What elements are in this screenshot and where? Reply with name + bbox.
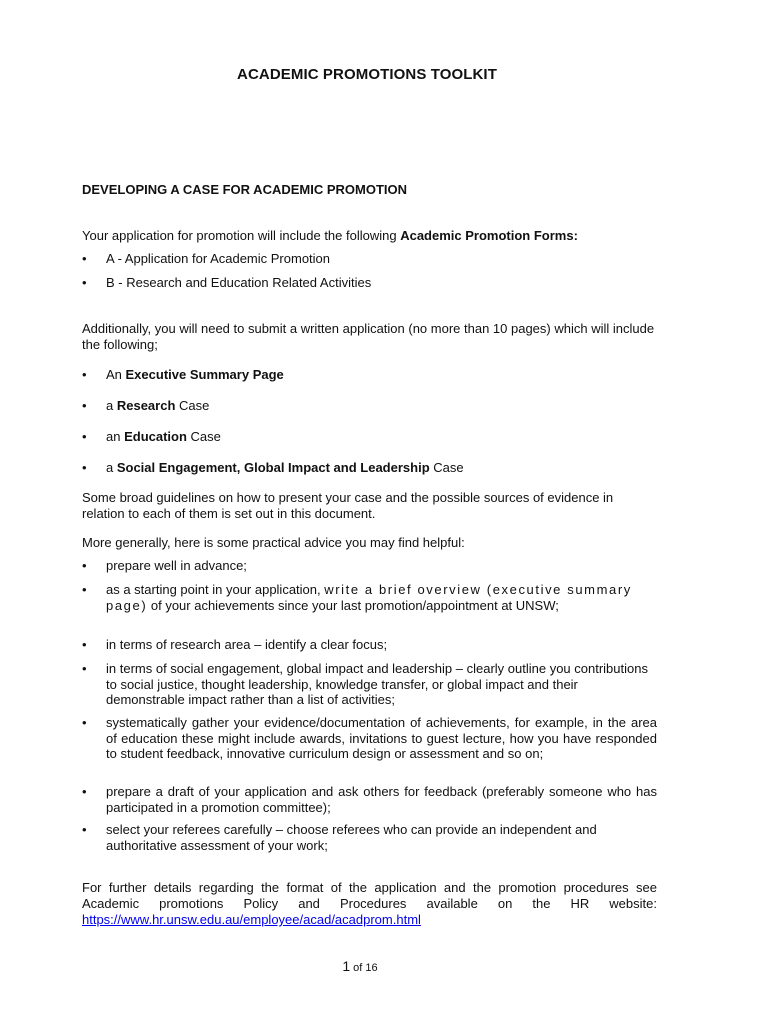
advice-text: in terms of research area – identify a clear focus; xyxy=(106,637,388,652)
intro-text: Your application for promotion will include the following xyxy=(82,228,401,243)
form-item-text: B - Research and Education Related Activities xyxy=(106,275,372,290)
section-heading: DEVELOPING A CASE FOR ACADEMIC PROMOTION xyxy=(82,182,408,197)
bullet: • xyxy=(82,661,87,676)
case-item xyxy=(82,460,657,476)
page-number xyxy=(0,958,720,974)
case-post: Case xyxy=(429,460,464,475)
form-item xyxy=(82,275,657,291)
guidelines-paragraph: Some broad guidelines on how to present your case and the possible sources of evidence in relation to each of them is set out in this document. xyxy=(82,490,614,521)
page-total: of 16 xyxy=(350,962,378,974)
case-bold: Research xyxy=(116,398,176,413)
advice-text: prepare well in advance; xyxy=(106,558,247,573)
further-text: For further details regarding the format of the application and the promotion procedures see Academic promotions Policy and Procedures available on the HR website: xyxy=(82,880,657,911)
advice-text: prepare a draft of your application and ask others for feedback (preferably someone who has participated in a promotion committee); xyxy=(106,784,657,815)
advice-text: select your referees carefully – choose referees who can provide an independent and authoritative assessment of your work; xyxy=(106,822,597,853)
advice-item xyxy=(82,582,657,613)
case-item xyxy=(82,398,657,414)
bullet: • xyxy=(82,275,87,290)
advice-text: systematically gather your evidence/documentation of achievements, for example, in the area of education these might include awards, invitations to guest lecture, how you have responded to student feedback, innovative curriculum design or assessment and so on; xyxy=(106,715,657,761)
case-post: Case xyxy=(186,429,221,444)
further-details-paragraph xyxy=(82,880,657,928)
intro-paragraph xyxy=(82,228,657,244)
advice-text: in terms of social engagement, global impact and leadership – clearly outline you contributions to social justice, thought leadership, knowledge transfer, or global impact and their demonstrable impact rather than a list of activities; xyxy=(106,661,648,707)
form-item-text: A - Application for Academic Promotion xyxy=(106,251,331,266)
case-pre: a xyxy=(106,398,117,413)
bullet: • xyxy=(82,784,87,799)
advice-item xyxy=(82,637,657,653)
bullet: • xyxy=(82,582,87,597)
bullet: • xyxy=(82,460,87,475)
page-current: 1 xyxy=(342,958,351,974)
page-title: ACADEMIC PROMOTIONS TOOLKIT xyxy=(237,66,497,83)
intro-bold: Academic Promotion Forms: xyxy=(400,228,578,243)
hr-website-link[interactable]: https://www.hr.unsw.edu.au/employee/acad/acadprom.html xyxy=(82,912,421,927)
advice-item xyxy=(82,558,657,574)
additionally-paragraph: Additionally, you will need to submit a written application (no more than 10 pages) which will include the following; xyxy=(82,321,655,352)
advice-item xyxy=(82,822,657,853)
case-item xyxy=(82,429,657,445)
advice-item xyxy=(82,784,657,815)
case-pre: An xyxy=(106,367,126,382)
bullet: • xyxy=(82,429,87,444)
advice-intro: More generally, here is some practical advice you may find helpful: xyxy=(82,535,465,550)
bullet: • xyxy=(82,398,87,413)
bullet: • xyxy=(82,558,87,573)
bullet: • xyxy=(82,367,87,382)
bullet: • xyxy=(82,637,87,652)
advice-item xyxy=(82,661,657,708)
case-pre: a xyxy=(106,460,117,475)
case-post: Case xyxy=(175,398,210,413)
case-bold: Social Engagement, Global Impact and Leadership xyxy=(116,460,430,475)
case-pre: an xyxy=(106,429,125,444)
advice-text: as a starting point in your application, xyxy=(106,582,325,597)
form-item xyxy=(82,251,657,267)
case-bold: Education xyxy=(124,429,187,444)
case-item xyxy=(82,367,657,383)
bullet: • xyxy=(82,822,87,837)
bullet: • xyxy=(82,715,87,730)
case-bold: Executive Summary Page xyxy=(125,367,284,382)
advice-text: of your achievements since your last promotion/appointment at UNSW; xyxy=(147,597,559,613)
advice-spaced-text: write a brief overview (executive summary page) xyxy=(106,582,632,613)
bullet: • xyxy=(82,251,87,266)
advice-item xyxy=(82,715,657,762)
